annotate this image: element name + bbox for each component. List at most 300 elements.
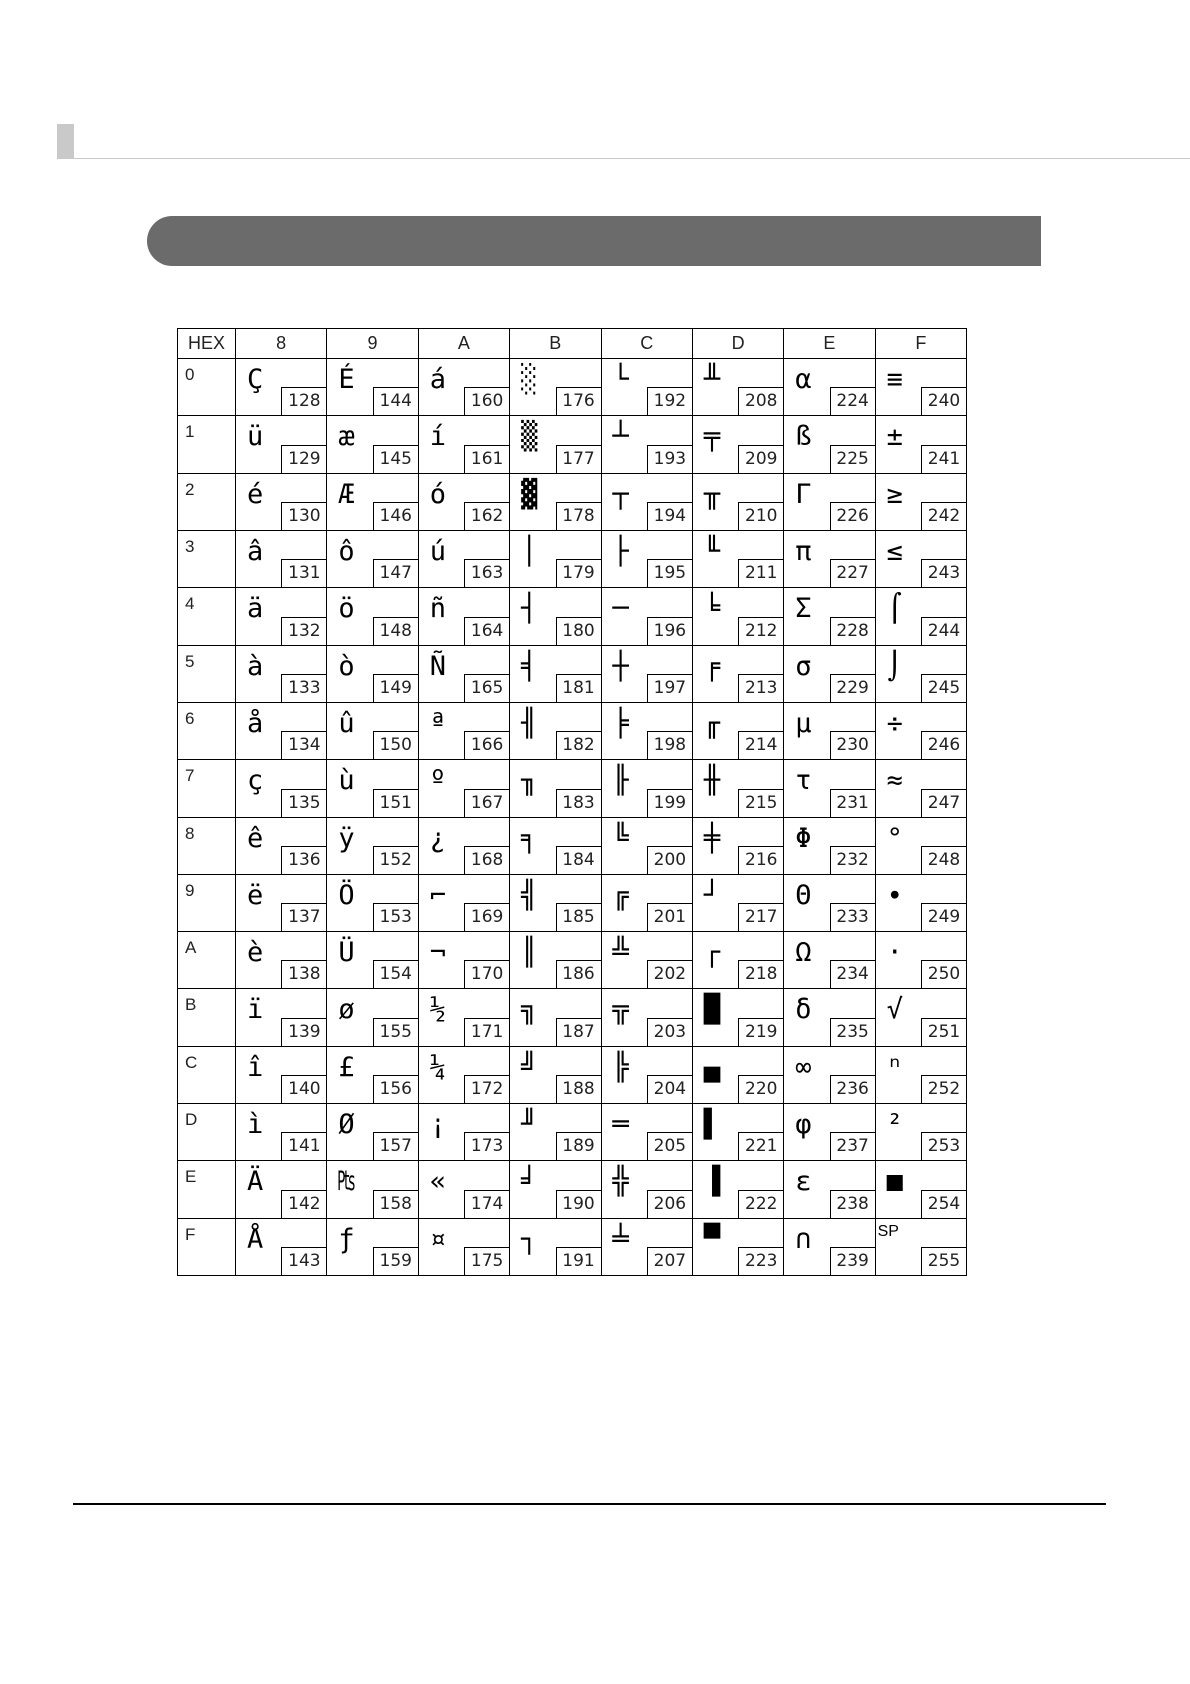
char-cell <box>602 588 692 644</box>
char-cell <box>510 474 600 530</box>
char-code: 221 <box>738 1132 783 1160</box>
char-code: 209 <box>738 445 783 473</box>
char-code: 210 <box>738 502 783 530</box>
char-cell <box>784 1161 874 1217</box>
row-header-cell <box>178 818 235 874</box>
char-glyph: ï <box>247 994 264 1026</box>
char-glyph: ² <box>886 1109 903 1141</box>
char-code: 240 <box>921 387 966 415</box>
char-cell <box>693 703 783 759</box>
row-header: D <box>185 1110 198 1130</box>
char-glyph: è <box>247 937 264 969</box>
char-cell <box>602 646 692 702</box>
column-header: A <box>419 329 509 358</box>
char-code: 146 <box>373 502 418 530</box>
char-code: 143 <box>281 1247 326 1275</box>
section-title-bar <box>147 216 1041 266</box>
char-code: 243 <box>921 559 966 587</box>
char-cell <box>327 588 417 644</box>
char-cell <box>419 1104 509 1160</box>
char-glyph: ¤ <box>429 1223 447 1255</box>
char-glyph: ╥ <box>703 478 721 510</box>
char-cell <box>784 818 874 874</box>
char-glyph: å <box>247 707 264 739</box>
char-cell <box>510 1219 600 1275</box>
char-code: 160 <box>464 387 509 415</box>
char-cell <box>784 646 874 702</box>
char-code: 207 <box>647 1247 692 1275</box>
char-code: 219 <box>738 1018 783 1046</box>
row-header: 7 <box>185 766 195 786</box>
char-glyph: ⌡ <box>886 650 903 682</box>
char-code: 204 <box>647 1075 692 1103</box>
char-code: 201 <box>647 903 692 931</box>
char-cell <box>602 531 692 587</box>
char-cell <box>693 1047 783 1103</box>
char-code: 155 <box>373 1018 418 1046</box>
char-glyph: √ <box>886 994 903 1026</box>
char-code: 196 <box>647 617 692 645</box>
char-code: 248 <box>921 846 966 874</box>
char-glyph: ╧ <box>612 1223 629 1255</box>
char-glyph: ┬ <box>612 478 629 510</box>
row-header: 4 <box>185 594 195 614</box>
char-glyph: ╪ <box>703 822 721 854</box>
row-header-cell <box>178 1161 235 1217</box>
char-glyph: ■ <box>886 1166 903 1198</box>
char-code: 213 <box>738 674 783 702</box>
char-code: 229 <box>830 674 875 702</box>
char-code: 174 <box>464 1190 509 1218</box>
char-glyph: Ω <box>795 937 812 969</box>
char-code: 238 <box>830 1190 875 1218</box>
char-cell <box>327 932 417 988</box>
char-cell <box>327 474 417 530</box>
char-code: 236 <box>830 1075 875 1103</box>
row-header: 1 <box>185 422 195 442</box>
char-glyph: ñ <box>429 593 447 625</box>
char-code: 168 <box>464 846 509 874</box>
row-header: 2 <box>185 479 195 499</box>
row-header: E <box>185 1167 197 1187</box>
char-glyph: ┴ <box>612 421 629 453</box>
char-glyph: Ñ <box>429 650 447 682</box>
char-cell <box>602 359 692 415</box>
char-code: 181 <box>556 674 601 702</box>
char-cell <box>419 1047 509 1103</box>
char-glyph: ╟ <box>612 765 629 797</box>
char-glyph: Ü <box>338 937 355 969</box>
char-glyph: ≡ <box>886 364 903 395</box>
char-code: 144 <box>373 387 418 415</box>
char-code: 183 <box>556 789 601 817</box>
row-header: F <box>185 1224 196 1244</box>
char-code: 223 <box>738 1247 783 1275</box>
char-code: 139 <box>281 1018 326 1046</box>
char-glyph: ó <box>429 478 447 510</box>
char-code: 186 <box>556 960 601 988</box>
char-glyph: ╣ <box>521 879 538 911</box>
char-glyph: ▒ <box>521 421 538 453</box>
char-cell <box>236 818 326 874</box>
char-code: 129 <box>281 445 326 473</box>
char-cell <box>876 1219 966 1275</box>
char-cell <box>236 875 326 931</box>
char-code: 138 <box>281 960 326 988</box>
char-cell <box>784 875 874 931</box>
char-glyph: ╙ <box>703 535 721 567</box>
char-glyph: é <box>247 478 264 510</box>
char-cell <box>236 1047 326 1103</box>
char-code: 252 <box>921 1075 966 1103</box>
char-cell <box>876 875 966 931</box>
char-cell <box>602 932 692 988</box>
char-code: 132 <box>281 617 326 645</box>
char-code: 244 <box>921 617 966 645</box>
row-header: A <box>185 938 197 958</box>
char-glyph: í <box>429 421 447 453</box>
char-cell <box>784 1104 874 1160</box>
char-code: 159 <box>373 1247 418 1275</box>
char-code: 134 <box>281 731 326 759</box>
char-glyph: Φ <box>795 822 812 854</box>
char-glyph: ª <box>429 707 447 739</box>
char-code: 250 <box>921 960 966 988</box>
char-code: 163 <box>464 559 509 587</box>
char-code: 217 <box>738 903 783 931</box>
char-glyph: ┘ <box>703 879 721 911</box>
char-glyph: ≈ <box>886 765 903 797</box>
char-glyph: ╕ <box>521 822 538 854</box>
char-glyph: ╨ <box>703 364 721 395</box>
char-code: 169 <box>464 903 509 931</box>
char-cell <box>510 1161 600 1217</box>
char-code: 226 <box>830 502 875 530</box>
char-code: 135 <box>281 789 326 817</box>
char-cell <box>419 359 509 415</box>
char-cell <box>602 1104 692 1160</box>
char-code: 192 <box>647 387 692 415</box>
char-glyph: ╫ <box>703 765 721 797</box>
char-cell <box>784 1219 874 1275</box>
char-glyph: « <box>429 1166 447 1198</box>
char-cell <box>876 588 966 644</box>
char-cell <box>876 359 966 415</box>
char-glyph: φ <box>795 1109 812 1141</box>
char-cell <box>419 588 509 644</box>
char-glyph: ╛ <box>521 1166 538 1198</box>
char-glyph: ░ <box>521 364 538 395</box>
char-cell <box>602 703 692 759</box>
char-cell <box>236 646 326 702</box>
char-glyph: à <box>247 650 264 682</box>
char-code: 214 <box>738 731 783 759</box>
char-glyph: ε <box>795 1166 812 1198</box>
char-code: 234 <box>830 960 875 988</box>
char-code: 220 <box>738 1075 783 1103</box>
char-cell <box>784 588 874 644</box>
char-code: 175 <box>464 1247 509 1275</box>
char-glyph: ═ <box>612 1109 629 1141</box>
char-code: 189 <box>556 1132 601 1160</box>
char-code: 190 <box>556 1190 601 1218</box>
row-header: B <box>185 995 197 1015</box>
char-cell <box>602 989 692 1045</box>
char-code: 145 <box>373 445 418 473</box>
char-cell <box>602 416 692 472</box>
row-header-cell <box>178 703 235 759</box>
char-code: 187 <box>556 1018 601 1046</box>
char-cell <box>693 989 783 1045</box>
char-code: 151 <box>373 789 418 817</box>
char-glyph: ▄ <box>703 1051 721 1083</box>
char-cell <box>784 1047 874 1103</box>
char-cell <box>510 359 600 415</box>
char-code: 239 <box>830 1247 875 1275</box>
char-code: 225 <box>830 445 875 473</box>
char-cell <box>419 760 509 816</box>
char-glyph: ┼ <box>612 650 629 682</box>
char-glyph: SP <box>877 1222 899 1240</box>
char-cell <box>419 703 509 759</box>
char-code: 150 <box>373 731 418 759</box>
char-glyph: ▌ <box>703 1109 721 1141</box>
char-cell <box>876 474 966 530</box>
char-cell <box>236 703 326 759</box>
char-glyph: º <box>429 765 447 797</box>
char-glyph: δ <box>795 994 812 1026</box>
char-cell <box>693 1161 783 1217</box>
char-glyph: ╖ <box>521 765 538 797</box>
char-glyph: ╔ <box>612 879 629 911</box>
char-code: 178 <box>556 502 601 530</box>
char-glyph: ╓ <box>703 707 721 739</box>
char-cell <box>236 359 326 415</box>
char-cell <box>510 646 600 702</box>
char-glyph: ƒ <box>338 1223 355 1255</box>
char-cell <box>602 1219 692 1275</box>
char-code: 251 <box>921 1018 966 1046</box>
column-header: E <box>784 329 874 358</box>
char-cell <box>693 588 783 644</box>
char-code: 177 <box>556 445 601 473</box>
char-code: 194 <box>647 502 692 530</box>
char-glyph: │ <box>521 535 538 567</box>
char-cell <box>876 646 966 702</box>
char-glyph: ù <box>338 765 355 797</box>
char-cell <box>236 1161 326 1217</box>
char-glyph: ¡ <box>429 1109 447 1141</box>
char-glyph: ⌐ <box>429 879 447 911</box>
char-cell <box>419 932 509 988</box>
char-glyph: â <box>247 535 264 567</box>
char-glyph: ± <box>886 421 903 453</box>
char-glyph: ø <box>338 994 355 1026</box>
char-cell <box>419 989 509 1045</box>
char-cell <box>784 989 874 1045</box>
char-cell <box>876 760 966 816</box>
char-cell <box>876 703 966 759</box>
char-code: 211 <box>738 559 783 587</box>
char-glyph: ¿ <box>429 822 447 854</box>
char-code: 237 <box>830 1132 875 1160</box>
char-cell <box>876 1047 966 1103</box>
char-glyph: ° <box>886 822 903 854</box>
column-header: C <box>602 329 692 358</box>
char-glyph: ∩ <box>795 1223 812 1255</box>
row-header-cell <box>178 588 235 644</box>
column-header: B <box>510 329 600 358</box>
char-glyph: ê <box>247 822 264 854</box>
char-code: 137 <box>281 903 326 931</box>
char-cell <box>510 760 600 816</box>
char-cell <box>236 760 326 816</box>
char-code: 185 <box>556 903 601 931</box>
char-cell <box>510 875 600 931</box>
char-cell <box>693 1219 783 1275</box>
char-glyph: £ <box>338 1051 355 1083</box>
char-glyph: á <box>429 364 447 395</box>
char-glyph: ╬ <box>612 1166 629 1198</box>
char-glyph: ╢ <box>521 707 538 739</box>
char-cell <box>876 416 966 472</box>
char-code: 212 <box>738 617 783 645</box>
char-glyph: ╗ <box>521 994 538 1026</box>
char-code: 157 <box>373 1132 418 1160</box>
char-code: 218 <box>738 960 783 988</box>
char-glyph: └ <box>612 364 629 395</box>
row-header-cell <box>178 416 235 472</box>
char-code: 148 <box>373 617 418 645</box>
char-glyph: ╠ <box>612 1051 629 1083</box>
char-glyph: ß <box>795 421 812 453</box>
row-header: 9 <box>185 880 195 900</box>
char-code: 165 <box>464 674 509 702</box>
char-code: 254 <box>921 1190 966 1218</box>
char-cell <box>236 588 326 644</box>
char-code: 161 <box>464 445 509 473</box>
char-code: 241 <box>921 445 966 473</box>
hex-corner-header: HEX <box>178 329 235 358</box>
row-header: 3 <box>185 536 195 556</box>
char-glyph: î <box>247 1051 264 1083</box>
char-glyph: ½ <box>429 994 447 1026</box>
char-code: 203 <box>647 1018 692 1046</box>
header-rule <box>74 158 1190 159</box>
char-glyph: ¼ <box>429 1051 447 1083</box>
char-cell <box>510 1104 600 1160</box>
char-glyph: ò <box>338 650 355 682</box>
char-cell <box>784 932 874 988</box>
char-code: 140 <box>281 1075 326 1103</box>
char-code: 142 <box>281 1190 326 1218</box>
char-code: 156 <box>373 1075 418 1103</box>
char-cell <box>693 474 783 530</box>
char-glyph: ╒ <box>703 650 721 682</box>
char-cell <box>602 1161 692 1217</box>
char-glyph: ┌ <box>703 937 721 969</box>
row-header-cell <box>178 760 235 816</box>
char-code: 228 <box>830 617 875 645</box>
char-glyph: Γ <box>795 478 812 510</box>
char-code: 182 <box>556 731 601 759</box>
char-glyph: ╡ <box>521 650 538 682</box>
row-header-cell <box>178 989 235 1045</box>
char-code: 152 <box>373 846 418 874</box>
char-cell <box>602 474 692 530</box>
char-cell <box>236 416 326 472</box>
char-cell <box>327 359 417 415</box>
char-cell <box>419 875 509 931</box>
char-code: 167 <box>464 789 509 817</box>
column-header: F <box>876 329 966 358</box>
char-code: 195 <box>647 559 692 587</box>
row-header-cell <box>178 1219 235 1275</box>
char-cell <box>693 875 783 931</box>
char-glyph: ▓ <box>521 478 538 510</box>
char-glyph: ╩ <box>612 937 629 969</box>
char-cell <box>236 531 326 587</box>
char-cell <box>510 531 600 587</box>
char-glyph: Θ <box>795 879 812 911</box>
row-header-cell <box>178 531 235 587</box>
char-code: 242 <box>921 502 966 530</box>
char-glyph: ≤ <box>886 535 903 567</box>
char-code: 235 <box>830 1018 875 1046</box>
char-cell <box>327 1219 417 1275</box>
char-code: 198 <box>647 731 692 759</box>
char-code: 230 <box>830 731 875 759</box>
char-glyph: û <box>338 707 355 739</box>
char-glyph: Å <box>247 1223 264 1255</box>
char-code: 208 <box>738 387 783 415</box>
char-cell <box>327 1104 417 1160</box>
char-glyph: Ö <box>338 879 355 911</box>
char-glyph: µ <box>795 707 812 739</box>
row-header-cell <box>178 474 235 530</box>
char-code: 206 <box>647 1190 692 1218</box>
row-header-cell <box>178 875 235 931</box>
char-code: 130 <box>281 502 326 530</box>
char-code: 179 <box>556 559 601 587</box>
char-glyph: Σ <box>795 593 812 625</box>
char-code: 136 <box>281 846 326 874</box>
char-cell <box>693 359 783 415</box>
char-glyph: Æ <box>338 478 355 510</box>
char-glyph: ▀ <box>703 1223 721 1255</box>
char-cell <box>327 875 417 931</box>
char-code: 141 <box>281 1132 326 1160</box>
char-code: 249 <box>921 903 966 931</box>
char-glyph: ₧ <box>338 1166 355 1198</box>
char-code: 172 <box>464 1075 509 1103</box>
char-cell <box>327 989 417 1045</box>
char-cell <box>236 1219 326 1275</box>
char-glyph: ╜ <box>521 1109 538 1141</box>
char-glyph: ─ <box>612 593 629 625</box>
char-cell <box>876 1161 966 1217</box>
char-cell <box>419 1161 509 1217</box>
char-cell <box>876 932 966 988</box>
char-glyph: ÿ <box>338 822 355 854</box>
char-code: 176 <box>556 387 601 415</box>
char-glyph: ô <box>338 535 355 567</box>
char-cell <box>510 989 600 1045</box>
row-header-cell <box>178 932 235 988</box>
char-code: 247 <box>921 789 966 817</box>
char-cell <box>693 932 783 988</box>
char-code: 200 <box>647 846 692 874</box>
